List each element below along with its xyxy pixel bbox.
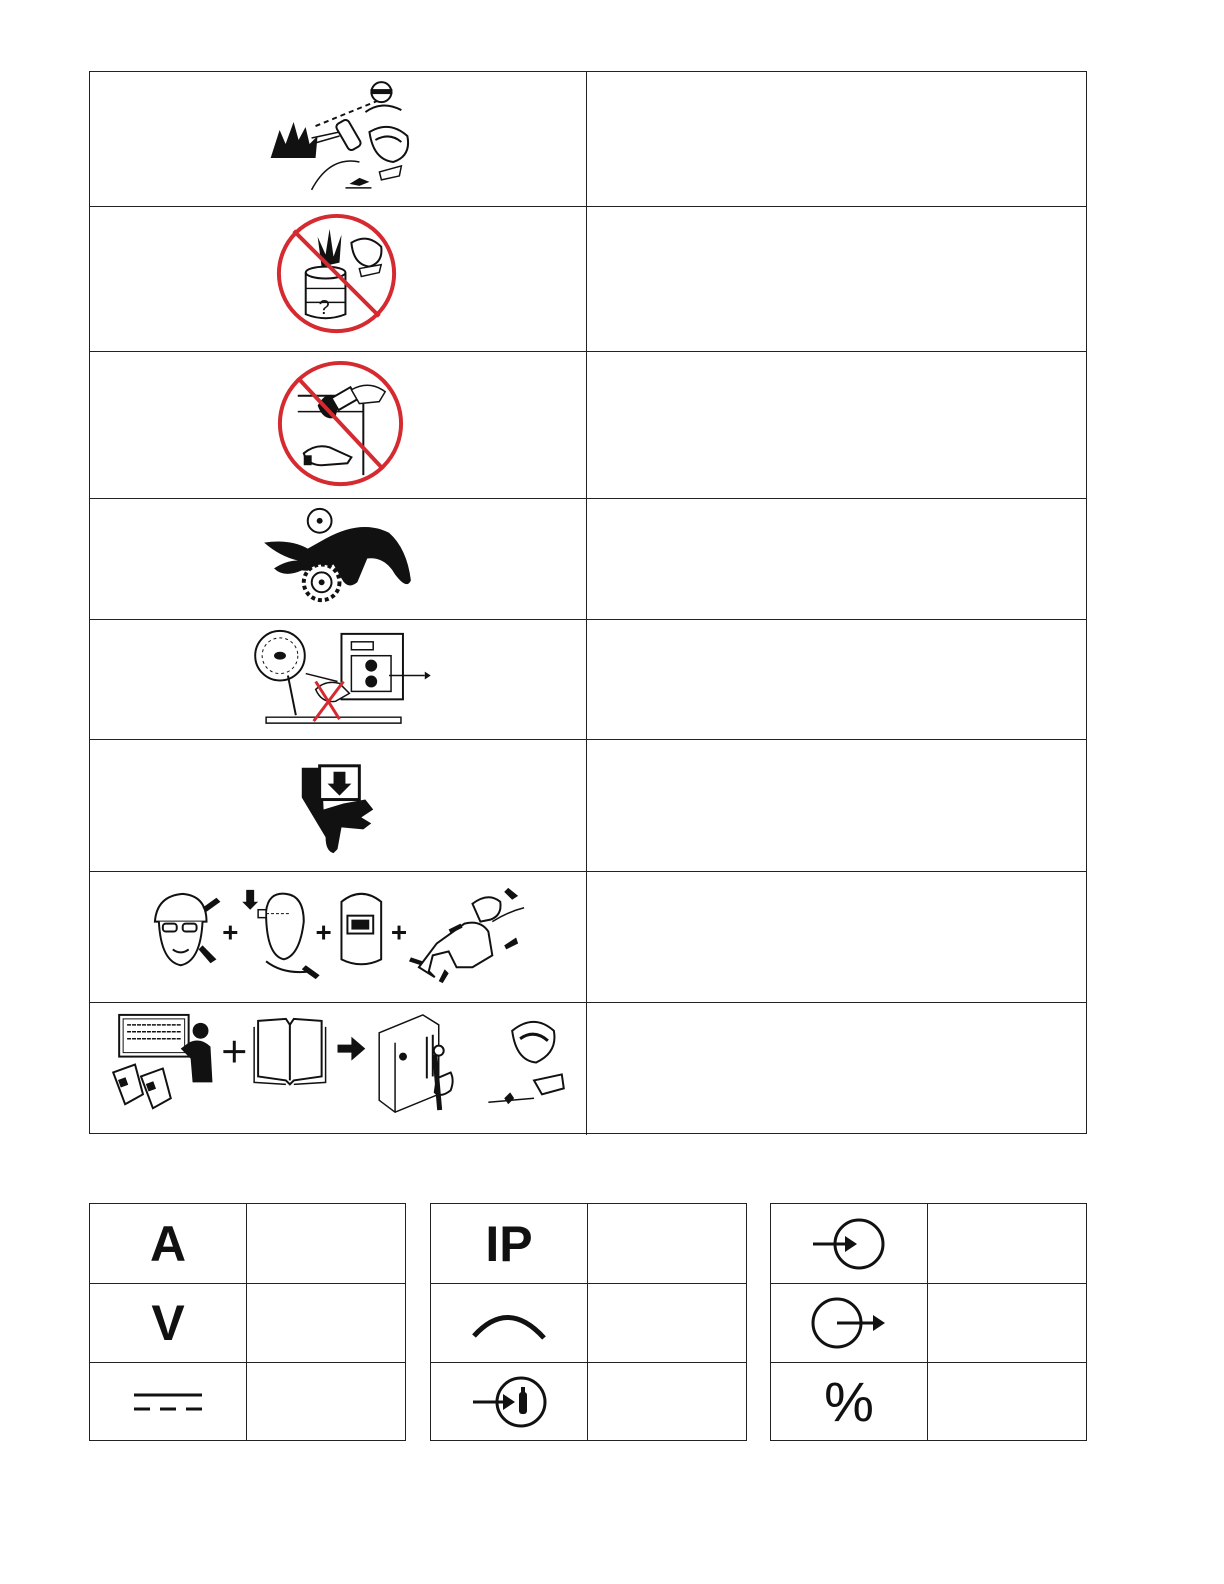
hand-caught-in-rollers-icon [90,499,587,619]
gas-input-symbol [431,1363,588,1441]
symbol-row [771,1204,1086,1283]
degree-of-protection-symbol [431,1204,588,1283]
safety-symbols-table [89,71,1087,1134]
symbol-description [589,1363,746,1441]
no-hands-near-wire-feeder-icon [90,620,587,739]
symbol-row [90,1204,405,1283]
safety-row-5 [90,619,1086,739]
percent-label: % [824,1370,874,1433]
safety-row-3-description [588,352,1086,498]
svg-text:?: ? [318,297,330,320]
symbol-row [431,1362,746,1441]
symbol-description [929,1284,1086,1362]
symbol-row [771,1362,1086,1441]
no-welding-on-drum-icon [90,207,587,351]
direct-current-symbol [90,1363,247,1441]
symbol-description [929,1204,1086,1283]
percent-symbol [771,1363,928,1441]
voltage-label: V [151,1295,185,1351]
safety-row-8-description [588,1003,1086,1135]
symbol-description [248,1284,405,1362]
symbol-row [771,1283,1086,1362]
training-manual-maintenance-icon [90,1003,587,1135]
input-symbol [771,1204,928,1283]
fire-extinguisher-welding-icon [90,72,587,206]
safety-row-7 [90,871,1086,1002]
symbol-row [90,1283,405,1362]
hand-crush-hazard-icon [90,740,587,871]
voltage-symbol [90,1284,247,1362]
symbol-row [90,1362,405,1441]
safety-row-4 [90,498,1086,619]
safety-row-4-description [588,499,1086,619]
output-symbol [771,1284,928,1362]
safety-row-3 [90,351,1086,498]
safety-row-7-description [588,872,1086,1002]
ip-label: IP [485,1215,533,1272]
symbol-description [589,1284,746,1362]
safety-row-1-description [588,72,1086,206]
symbol-table-3 [770,1203,1087,1441]
safety-row-1 [90,72,1086,206]
amperage-symbol [90,1204,247,1283]
safety-row-6-description [588,740,1086,871]
symbol-table-1 [89,1203,406,1441]
symbol-description [248,1204,405,1283]
protective-equipment-icon [90,872,587,1002]
safety-row-8 [90,1002,1086,1135]
safety-row-2 [90,206,1086,351]
arc-symbol [431,1284,588,1362]
symbol-table-2 [430,1203,747,1441]
safety-row-5-description [588,620,1086,739]
symbol-row [431,1204,746,1283]
symbol-description [248,1363,405,1441]
symbol-description [589,1204,746,1283]
symbol-description [929,1363,1086,1441]
no-touching-inside-machine-icon [90,352,587,498]
amperage-label: A [149,1215,187,1272]
safety-row-2-description [588,207,1086,351]
safety-row-6 [90,739,1086,871]
symbol-row [431,1283,746,1362]
